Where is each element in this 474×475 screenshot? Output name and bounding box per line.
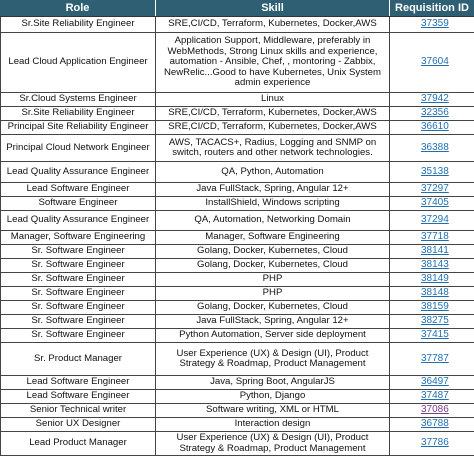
role-cell xyxy=(0,211,156,230)
skill-text: PHP xyxy=(262,273,283,285)
requisition-cell xyxy=(390,329,474,342)
skill-cell xyxy=(156,183,390,196)
table-row xyxy=(0,432,474,456)
table-row xyxy=(0,33,474,93)
role-cell xyxy=(0,273,156,286)
skill-cell xyxy=(156,376,390,389)
requisition-id-link[interactable]: 37297 xyxy=(421,183,449,195)
requisition-cell xyxy=(390,33,474,92)
table-row xyxy=(0,273,474,287)
requisition-id-link[interactable]: 37294 xyxy=(421,214,449,226)
requisition-cell xyxy=(390,404,474,417)
role-cell xyxy=(0,107,156,120)
role-text: Sr. Software Engineer xyxy=(31,329,125,341)
requisition-cell xyxy=(390,273,474,286)
role-cell xyxy=(0,245,156,258)
header-skill: Skill xyxy=(156,0,390,16)
requisition-id-link[interactable]: 38149 xyxy=(421,273,449,285)
role-text: Sr. Software Engineer xyxy=(31,301,125,313)
requisition-id-link[interactable]: 38143 xyxy=(421,259,449,271)
requisition-cell xyxy=(390,121,474,134)
role-text: Principal Site Reliability Engineer xyxy=(7,121,149,133)
skill-text: Interaction design xyxy=(234,418,311,430)
requisition-id-link[interactable]: 37359 xyxy=(421,18,449,30)
skill-cell xyxy=(156,329,390,342)
requisition-id-link[interactable]: 37415 xyxy=(421,329,449,341)
role-text: Sr.Site Reliability Engineer xyxy=(21,107,135,119)
skill-cell xyxy=(156,211,390,230)
table-row xyxy=(0,418,474,432)
requisition-id-link[interactable]: 38148 xyxy=(421,287,449,299)
skill-cell xyxy=(156,343,390,375)
role-text: Manager, Software Engineering xyxy=(10,231,146,243)
skill-cell xyxy=(156,33,390,92)
skill-text: Java FullStack, Spring, Angular 12+ xyxy=(196,183,349,195)
skill-text: Golang, Docker, Kubernetes, Cloud xyxy=(197,245,348,257)
table-row xyxy=(0,107,474,121)
role-cell xyxy=(0,329,156,342)
header-role: Role xyxy=(0,0,156,16)
requisition-id-link[interactable]: 36610 xyxy=(421,121,449,133)
role-text: Lead Quality Assurance Engineer xyxy=(6,214,150,226)
requisition-cell xyxy=(390,376,474,389)
role-text: Principal Cloud Network Engineer xyxy=(6,141,150,153)
role-cell xyxy=(0,301,156,314)
role-text: Software Engineer xyxy=(38,197,118,209)
header-requisition-id: Requisition ID xyxy=(395,2,469,14)
requisition-cell xyxy=(390,231,474,244)
table-row xyxy=(0,135,474,162)
requisition-cell xyxy=(390,432,474,455)
role-cell xyxy=(0,197,156,210)
skill-cell xyxy=(156,245,390,258)
requisition-id-link[interactable]: 37787 xyxy=(421,352,449,364)
skill-cell xyxy=(156,418,390,431)
table-row xyxy=(0,329,474,343)
table-row xyxy=(0,343,474,376)
role-cell xyxy=(0,287,156,300)
requisition-cell xyxy=(390,287,474,300)
role-text: Sr. Software Engineer xyxy=(31,273,125,285)
requisition-id-link[interactable]: 37718 xyxy=(421,231,449,243)
table-row xyxy=(0,259,474,273)
requisition-id-link[interactable]: 36388 xyxy=(421,141,449,153)
requisition-id-link[interactable]: 37786 xyxy=(421,437,449,449)
skill-text: User Experience (UX) & Design (UI), Product Strategy & Roadmap, Product Management xyxy=(176,432,369,454)
skill-cell xyxy=(156,259,390,272)
skill-cell xyxy=(156,121,390,134)
skill-text: PHP xyxy=(262,287,283,299)
skill-cell xyxy=(156,135,390,161)
role-text: Lead Product Manager xyxy=(29,437,127,449)
skill-text: User Experience (UX) & Design (UI), Product Strategy & Roadmap, Product Management xyxy=(176,347,369,369)
role-cell xyxy=(0,390,156,403)
skill-cell xyxy=(156,404,390,417)
role-cell xyxy=(0,432,156,455)
role-text: Sr. Software Engineer xyxy=(31,259,125,271)
role-text: Senior UX Designer xyxy=(35,418,121,430)
skill-text: Python Automation, Server side deployment xyxy=(179,329,366,341)
skill-text: SRE,CI/CD, Terraform, Kubernetes, Docker,AWS xyxy=(168,121,377,133)
skill-cell xyxy=(156,432,390,455)
requisition-cell xyxy=(390,197,474,210)
role-cell xyxy=(0,93,156,106)
role-cell xyxy=(0,315,156,328)
role-cell xyxy=(0,183,156,196)
requisition-id-link[interactable]: 36497 xyxy=(421,376,449,388)
table-header xyxy=(0,0,474,17)
requisition-id-link[interactable]: 37604 xyxy=(421,56,449,68)
table-row xyxy=(0,404,474,418)
table-row xyxy=(0,315,474,329)
table-row xyxy=(0,183,474,197)
skill-text: SRE,CI/CD, Terraform, Kubernetes, Docker,AWS xyxy=(168,107,377,119)
role-text: Sr.Cloud Systems Engineer xyxy=(19,93,137,105)
requisition-cell xyxy=(390,390,474,403)
role-cell xyxy=(0,17,156,32)
role-cell xyxy=(0,33,156,92)
role-text: Lead Software Engineer xyxy=(26,183,130,195)
skill-text: SRE,CI/CD, Terraform, Kubernetes, Docker,AWS xyxy=(168,18,377,30)
table-row xyxy=(0,287,474,301)
skill-text: Software writing, XML or HTML xyxy=(206,404,339,416)
table-row xyxy=(0,390,474,404)
role-cell xyxy=(0,376,156,389)
role-text: Lead Software Engineer xyxy=(26,390,130,402)
table-row xyxy=(0,162,474,183)
requisition-cell xyxy=(390,259,474,272)
role-text: Lead Quality Assurance Engineer xyxy=(6,165,150,177)
requisition-id-link[interactable]: 37405 xyxy=(421,197,449,209)
table-row xyxy=(0,376,474,390)
role-cell xyxy=(0,121,156,134)
role-text: Sr. Software Engineer xyxy=(31,245,125,257)
table-row xyxy=(0,211,474,231)
role-text: Sr. Software Engineer xyxy=(31,315,125,327)
skill-text: Application Support, Middleware, preferably in WebMethods, Strong Linux skills and experience, automation - Ansible, Chef, , montoring - Zabbix, NewRelic...Good to have Kubernetes, Unix System admin experience xyxy=(163,35,382,89)
skill-cell xyxy=(156,231,390,244)
skill-text: Java FullStack, Spring, Angular 12+ xyxy=(196,315,349,327)
role-cell xyxy=(0,418,156,431)
requisition-cell xyxy=(390,162,474,182)
role-cell xyxy=(0,135,156,161)
requisition-id-link[interactable]: 38275 xyxy=(421,315,449,327)
skill-text: QA, Automation, Networking Domain xyxy=(194,214,351,226)
requisition-id-link[interactable]: 38141 xyxy=(421,245,449,257)
table-row xyxy=(0,245,474,259)
requisition-cell xyxy=(390,418,474,431)
requisition-cell xyxy=(390,17,474,32)
requisition-id-link[interactable]: 32356 xyxy=(421,107,449,119)
role-text: Lead Cloud Application Engineer xyxy=(8,56,148,68)
requisition-cell xyxy=(390,211,474,230)
skill-text: Java, Spring Boot, AngularJS xyxy=(210,376,335,388)
requisition-cell xyxy=(390,245,474,258)
table-row xyxy=(0,301,474,315)
requisition-id-link[interactable]: 35138 xyxy=(421,165,449,177)
skill-text: Manager, Software Engineering xyxy=(205,231,340,243)
requisition-id-link[interactable]: 37487 xyxy=(421,390,449,402)
table-row xyxy=(0,231,474,245)
role-text: Sr. Software Engineer xyxy=(31,287,125,299)
table-row xyxy=(0,93,474,107)
table-row xyxy=(0,17,474,33)
role-cell xyxy=(0,404,156,417)
skill-cell xyxy=(156,162,390,182)
requisition-cell xyxy=(390,135,474,161)
skill-text: Linux xyxy=(261,93,284,105)
requisition-id-link[interactable]: 37086 xyxy=(421,404,449,416)
requisition-cell xyxy=(390,315,474,328)
skill-cell xyxy=(156,197,390,210)
skill-cell xyxy=(156,273,390,286)
role-cell xyxy=(0,231,156,244)
skill-cell xyxy=(156,390,390,403)
skill-cell xyxy=(156,107,390,120)
skill-text: InstallShield, Windows scripting xyxy=(205,197,340,209)
skill-cell xyxy=(156,17,390,32)
skill-text: Python, Django xyxy=(239,390,306,402)
role-text: Sr. Product Manager xyxy=(34,352,122,364)
skill-cell xyxy=(156,315,390,328)
role-text: Sr.Site Reliability Engineer xyxy=(21,18,135,30)
skill-cell xyxy=(156,287,390,300)
role-text: Senior Technical writer xyxy=(29,404,127,416)
requisition-cell xyxy=(390,93,474,106)
table-row xyxy=(0,197,474,211)
role-cell xyxy=(0,259,156,272)
requisition-id-link[interactable]: 38159 xyxy=(421,301,449,313)
role-cell xyxy=(0,343,156,375)
skill-text: QA, Python, Automation xyxy=(221,165,324,177)
requisition-cell xyxy=(390,343,474,375)
requisition-cell xyxy=(390,183,474,196)
requisition-id-link[interactable]: 37942 xyxy=(421,93,449,105)
skill-cell xyxy=(156,301,390,314)
table-row xyxy=(0,121,474,135)
skill-text: Golang, Docker, Kubernetes, Cloud xyxy=(197,301,348,313)
role-text: Lead Software Engineer xyxy=(26,376,130,388)
skill-text: Golang, Docker, Kubernetes, Cloud xyxy=(197,259,348,271)
role-cell xyxy=(0,162,156,182)
requisition-cell xyxy=(390,107,474,120)
skill-text: AWS, TACACS+, Radius, Logging and SNMP on switch, routers and other network technologies. xyxy=(168,136,377,158)
requisition-cell xyxy=(390,301,474,314)
requisition-id-link[interactable]: 36788 xyxy=(421,418,449,430)
table-body xyxy=(0,17,474,456)
skill-cell xyxy=(156,93,390,106)
